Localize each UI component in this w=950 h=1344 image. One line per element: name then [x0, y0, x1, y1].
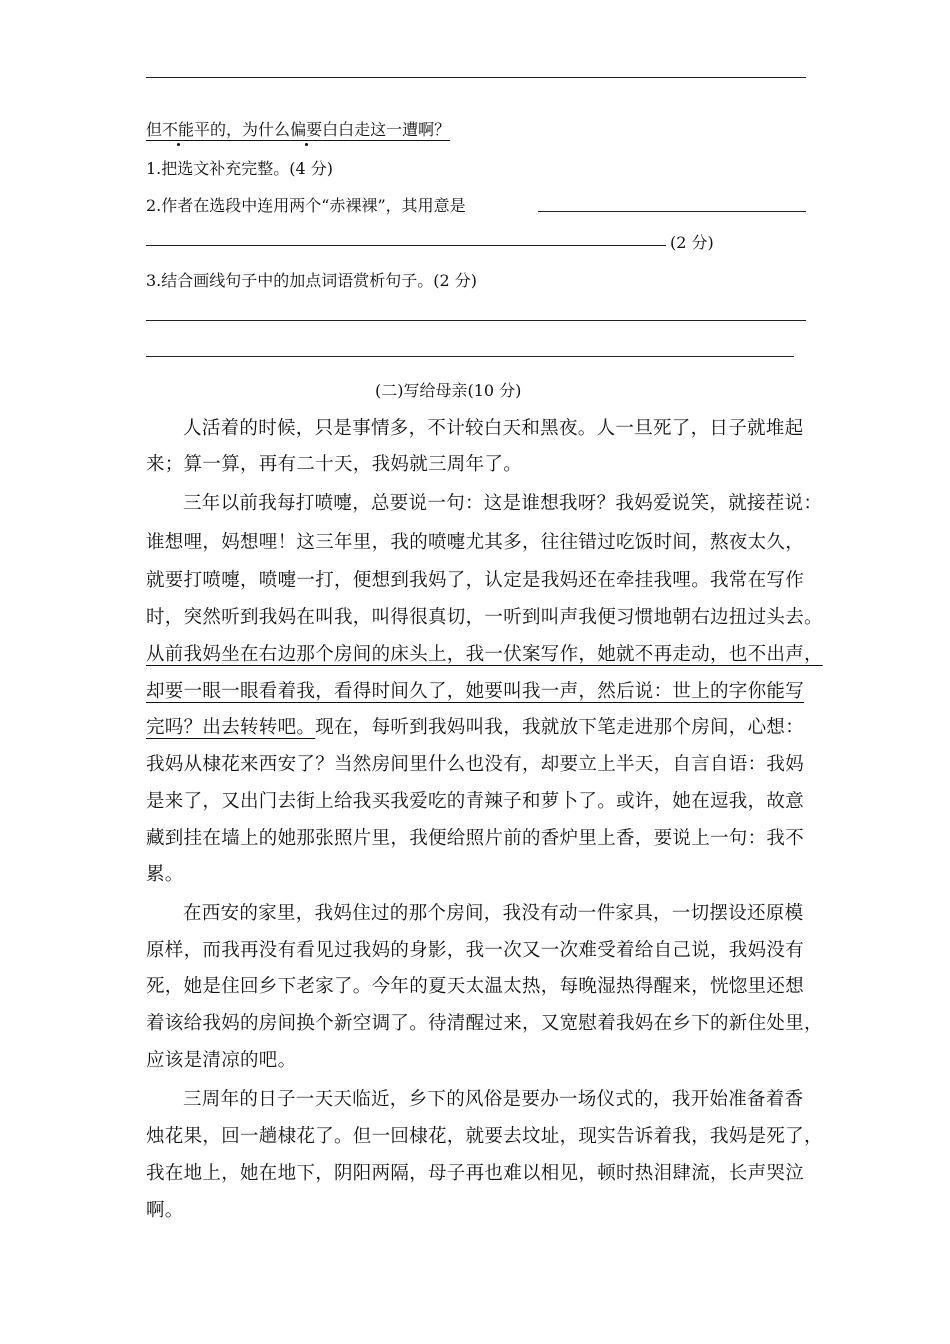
excerpt-text: 但: [146, 120, 163, 139]
para2-line: 累。: [146, 864, 184, 885]
para2-line: 就要打喷嚏，喷嚏一打，便想到我妈了，认定是我妈还在牵挂我哩。我常在写作: [146, 570, 805, 591]
dotted-word-buneng: 不能: [162, 120, 195, 139]
para2-line: 我妈从棣花来西安了？当然房间里什么也没有，却要立上半天，自言自语：我妈: [146, 754, 805, 775]
para2-line: 三年以前我每打喷嚏，总要说一句：这是谁想我呀？我妈爱说笑，就接茬说：: [183, 493, 823, 514]
para2-line: [146, 713, 804, 739]
answer-line[interactable]: [146, 320, 806, 321]
para4-line: 三周年的日子一天天临近，乡下的风俗是要办一场仪式的，我开始准备着香: [183, 1089, 804, 1110]
para3-line: 应该是清凉的吧。: [146, 1050, 297, 1071]
question-2: 2.作者在选段中连用两个“赤裸裸”，其用意是: [146, 196, 466, 215]
section-title: (二)写给母亲(10 分): [375, 381, 522, 400]
para2-line: 藏到挂在墙上的她那张照片里，我便给照片前的香炉里上香，要说上一句：我不: [146, 828, 805, 849]
answer-line[interactable]: [538, 211, 806, 212]
para2-line: 是来了，又出门去街上给我买我爱吃的青辣子和萝卜了。或许，她在逗我，故意: [146, 791, 805, 812]
excerpt-text: 白白走这一遭啊？: [322, 120, 451, 139]
para3-line: 在西安的家里，我妈住过的那个房间，我没有动一件家具，一切摆设还原模: [183, 903, 804, 924]
para1-line: 人活着的时候，只是事情多，不计较白天和黑夜。人一旦死了，日子就堆起: [183, 418, 804, 439]
para3-line: 死，她是住回乡下老家了。今年的夏天太温太热，每晚湿热得醒来，恍惚里还想: [146, 976, 805, 997]
para3-line: 原样，而我再没有看见过我妈的身影，我一次又一次难受着给自己说，我妈没有: [146, 940, 805, 961]
excerpt-text: 平: [194, 120, 211, 139]
excerpt-tail-sentence: [146, 117, 450, 140]
excerpt-text: 的，为什么: [210, 120, 291, 139]
para1-line: 来；算一算，再有二十天，我妈就三周年了。: [146, 454, 523, 475]
answer-line[interactable]: [146, 245, 666, 246]
underlined-sentence: 从前我妈坐在右边那个房间的床头上，我一伏案写作，她就不再走动，也不出声，: [146, 644, 823, 665]
answer-line[interactable]: [146, 356, 794, 357]
para2-line: 时，突然听到我妈在叫我，叫得很真切，一听到叫声我便习惯地朝右边扭过头去。: [146, 607, 823, 628]
question-1: 1.把选文补充完整。(4 分): [146, 159, 334, 178]
underlined-sentence: 却要一眼一眼看着我，看得时间久了，她要叫我一声，然后说：世上的字你能写: [146, 681, 805, 702]
para4-line: 我在地上，她在地下，阴阳两隔，母子再也难以相见，顿时热泪肆流，长声哭泣: [146, 1163, 805, 1184]
dotted-word-pianyao: 偏要: [290, 120, 323, 139]
para4-line: 烛花果，回一趟棣花了。但一回棣花，就要去坟址，现实告诉着我，我妈是死了，: [146, 1126, 823, 1147]
para2-text: 现在，每听到我妈叫我，我就放下笔走进那个房间，心想：: [315, 717, 805, 738]
question-3: 3.结合画线句子中的加点词语赏析句子。(2 分): [146, 271, 478, 290]
top-answer-line: [146, 77, 806, 78]
para4-line: 啊。: [146, 1200, 184, 1221]
para2-line: 谁想哩，妈想哩！这三年里，我的喷嚏尤其多，往往错过吃饭时间，熬夜太久，: [146, 532, 805, 553]
question-2-score: (2 分): [670, 233, 714, 252]
para3-line: 着该给我妈的房间换个新空调了。待清醒过来，又宽慰着我妈在乡下的新住处里，: [146, 1013, 823, 1034]
underlined-sentence-end: 完吗？出去转转吧。: [146, 717, 316, 738]
